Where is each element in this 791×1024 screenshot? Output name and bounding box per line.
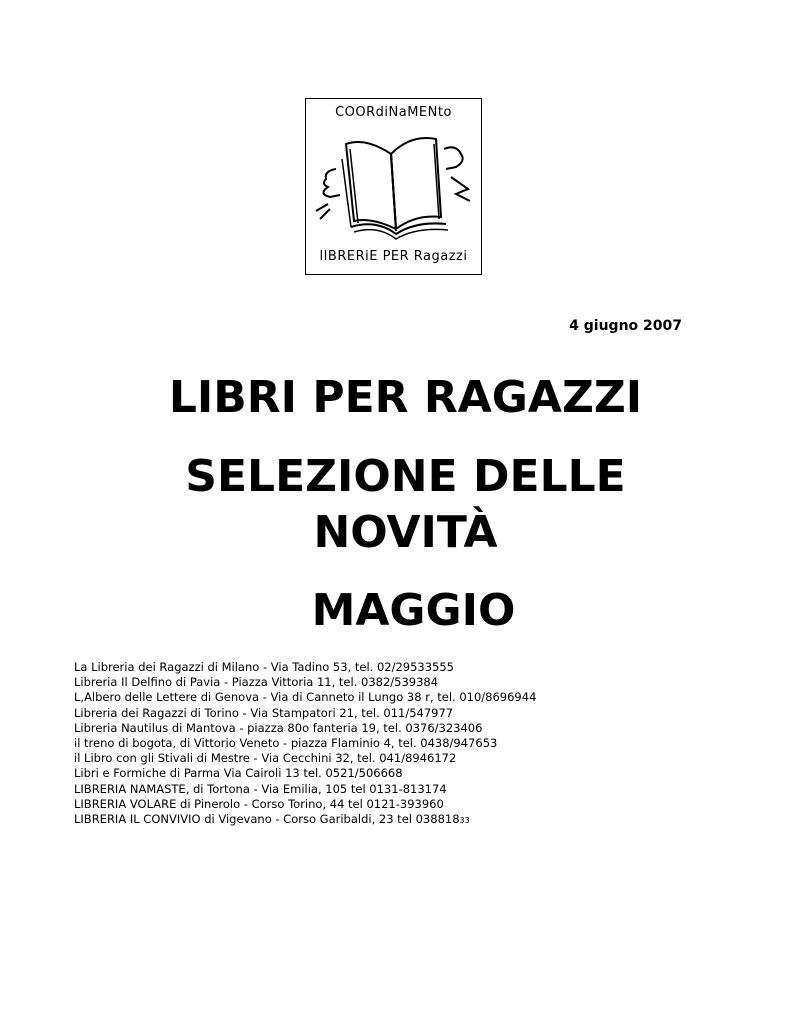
list-item (74, 812, 714, 828)
list-item: il Libro con gli Stivali di Mestre - Via Cecchini 32, tel. 041/8946172 (74, 751, 457, 766)
logo-top-text: COORdiNaMENto (335, 105, 452, 120)
title-subtitle-line1: SELEZIONE DELLE (185, 451, 626, 502)
list-item: Libri e Formiche di Parma Via Cairoli 13 tel. 0521/506668 (74, 766, 403, 781)
logo-bottom-text: lIBRERiE PER Ragazzi (319, 249, 468, 264)
list-item: L,Albero delle Lettere di Genova - Via di Canneto il Lungo 38 r, tel. 010/8696944 (74, 690, 537, 705)
logo (305, 98, 482, 275)
list-item: LIBRERIA VOLARE di Pinerolo - Corso Torino, 44 tel 0121-393960 (74, 796, 444, 811)
list-item: Libreria dei Ragazzi di Torino - Via Stampatori 21, tel. 011/547977 (74, 705, 454, 720)
list-item-text: LIBRERIA IL CONVIVIO di Vigevano - Corso Garibaldi, 23 tel 038818 (74, 812, 460, 827)
list-item: LIBRERIA NAMASTE, di Tortona - Via Emilia, 105 tel 0131-813174 (74, 781, 447, 796)
list-item-suffix: 33 (459, 816, 470, 826)
title-subtitle-line2: NOVITÀ (313, 507, 498, 558)
title-main: LIBRI PER RAGAZZI (168, 372, 643, 423)
document-date: 4 giugno 2007 (569, 318, 682, 334)
list-item: Libreria Nautilus di Mantova - piazza 80o fanteria 19, tel. 0376/323406 (74, 720, 483, 735)
title-month: MAGGIO (311, 585, 516, 636)
list-item: La Libreria dei Ragazzi di Milano - Via Tadino 53, tel. 02/29533555 (74, 660, 454, 674)
list-item: Libreria Il Delfino di Pavia - Piazza Vittoria 11, tel. 0382/539384 (74, 675, 439, 690)
list-item: il treno di bogota, di Vittorio Veneto - piazza Flaminio 4, tel. 0438/947653 (74, 736, 498, 751)
open-book-icon (306, 99, 481, 274)
bookshop-list (74, 660, 714, 828)
title-subtitle (10, 449, 791, 561)
